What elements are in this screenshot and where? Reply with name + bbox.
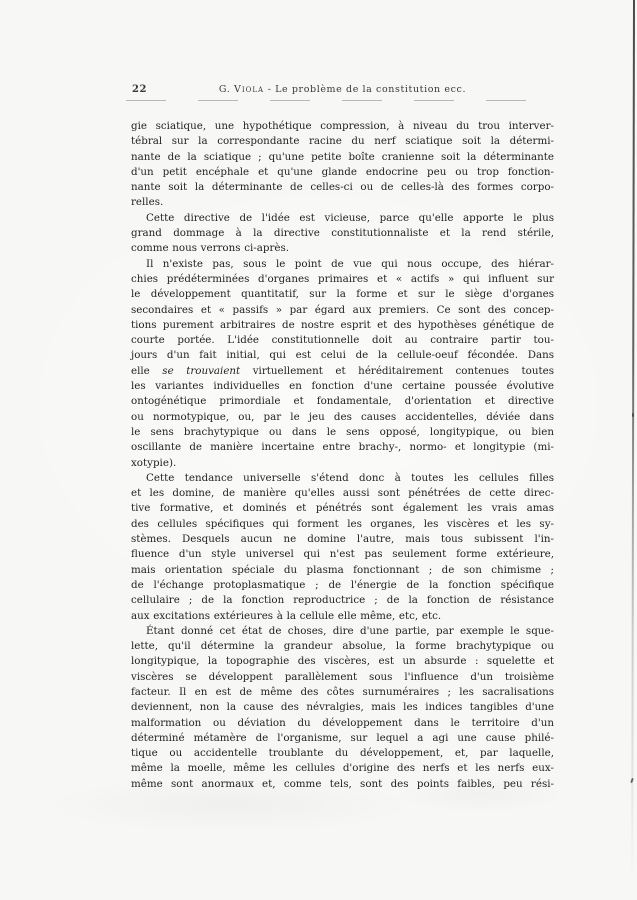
text-line bbox=[131, 731, 554, 746]
text-segment: jours d'un fait initial, qui est celui de la cellule-oeuf fécondée. Dans bbox=[131, 349, 554, 362]
text-segment: comme nous verrons ci-après. bbox=[131, 242, 290, 255]
text-line bbox=[131, 348, 554, 363]
paragraph bbox=[131, 624, 554, 792]
text-segment: tébral sur la correspondante racine du nerf sciatique soit la détermi- bbox=[131, 135, 554, 148]
text-line bbox=[131, 119, 554, 134]
text-line bbox=[131, 333, 554, 348]
text-line bbox=[131, 425, 554, 440]
text-line bbox=[131, 761, 554, 776]
text-segment: chies prédéterminées d'organes primaires et « actifs » qui influent sur bbox=[131, 272, 554, 285]
text-segment: secondaires et « passifs » par égard aux premiers. Ce sont des concep- bbox=[131, 303, 554, 316]
text-segment: gie sciatique, une hypothétique compression, à niveau du trou interver- bbox=[131, 120, 554, 132]
text-segment: tions purement arbitraires de nostre esprit et des hypothèses génétique de bbox=[131, 318, 554, 331]
page-header bbox=[131, 83, 554, 96]
text-line bbox=[131, 639, 554, 654]
running-title-author: Viola bbox=[234, 84, 265, 95]
text-segment: viscères se développent parallèlement sous l'influence d'un troisième bbox=[131, 670, 554, 683]
text-line bbox=[131, 226, 554, 241]
text-segment: déterminé métamère de l'organisme, sur lequel a agi une cause philé- bbox=[131, 731, 554, 744]
text-segment: les variantes individuelles en fonction d'une certaine poussée évolutive bbox=[131, 380, 554, 393]
text-segment: nante de la sciatique ; qu'une petite boîte cranienne soit la déterminante bbox=[131, 150, 554, 163]
text-segment: nante soit la déterminante de celles-ci ou de celles-là des formes corpo- bbox=[131, 181, 554, 194]
text-segment: et les domine, de manière qu'elles aussi sont pénétrées de cette direc- bbox=[131, 487, 554, 500]
text-line bbox=[131, 364, 554, 379]
text-segment: le sens brachytypique ou dans le sens opposé, longitypique, ou bien bbox=[131, 425, 554, 438]
text-line bbox=[131, 257, 554, 272]
scan-edge-line bbox=[631, 0, 634, 880]
text-line bbox=[131, 670, 554, 685]
text-segment: même sont anormaux et, comme tels, sont des points faibles, peu rési- bbox=[131, 777, 554, 790]
text-line bbox=[131, 517, 554, 532]
paragraph bbox=[131, 119, 554, 211]
text-line bbox=[131, 609, 554, 624]
text-segment: ou normotypique, ou, par le jeu des causes accidentelles, déviée dans bbox=[131, 410, 554, 423]
paragraph bbox=[131, 211, 554, 257]
text-segment: des cellules spécifiques qui forment les organes, les viscères et les sy- bbox=[131, 517, 554, 530]
text-segment: aux excitations extérieures à la cellule elle même, etc, etc. bbox=[131, 609, 442, 622]
text-segment: virtuellement et héréditairement contenues toutes bbox=[240, 364, 555, 377]
text-line bbox=[131, 379, 554, 394]
text-line bbox=[131, 746, 554, 761]
scan-speck bbox=[630, 778, 634, 783]
text-segment: tique ou accidentelle troublante du développement, et, par laquelle, bbox=[131, 747, 554, 760]
text-segment: mais orientation spéciale du plasma fonctionnant ; de son chimisme ; bbox=[131, 563, 554, 576]
text-line bbox=[131, 440, 554, 455]
text-line bbox=[131, 394, 554, 409]
text-line bbox=[131, 150, 554, 165]
text-line bbox=[131, 532, 554, 547]
text-line bbox=[131, 654, 554, 669]
text-segment: longitypique, la topographie des viscères, est un absurde : squelette et bbox=[131, 655, 554, 668]
text-line bbox=[131, 471, 554, 486]
text-line bbox=[131, 272, 554, 287]
italic-text: se trouvaient bbox=[162, 364, 241, 377]
text-segment: cellulaire ; de la fonction reproductrice ; de la fonction de résistance bbox=[131, 594, 554, 607]
text-segment: ontogénétique primordiale et fondamentale, d'orientation et directive bbox=[131, 395, 554, 408]
text-segment: Cette directive de l'idée est vicieuse, parce qu'elle apporte le plus bbox=[146, 211, 554, 224]
running-title-rest: - Le problème de la constitution ecc. bbox=[264, 84, 467, 95]
text-segment: le développement quantitatif, sur la forme et sur le siège d'organes bbox=[131, 288, 554, 301]
text-segment: même la moelle, même les cellules d'origine des nerfs et les nerfs eux- bbox=[131, 762, 554, 775]
text-segment: fluence d'un style universel qui n'est pas seulement forme extérieure, bbox=[131, 548, 554, 561]
text-segment: tive formative, et dominés et pénétrés sont également les vrais amas bbox=[131, 502, 554, 515]
text-line bbox=[131, 134, 554, 149]
text-segment: Il n'existe pas, sous le point de vue qui nous occupe, des hiérar- bbox=[146, 257, 554, 270]
running-title-prefix: G. bbox=[218, 84, 234, 95]
text-segment: Cette tendance universelle s'étend donc à toutes les cellules filles bbox=[146, 471, 554, 484]
text-segment: deviennent, non la cause des névralgies, mais les indices tangibles d'une bbox=[131, 701, 554, 714]
header-rule bbox=[126, 100, 558, 101]
text-segment: elle bbox=[131, 364, 163, 377]
text-line bbox=[131, 593, 554, 608]
text-segment: d'un petit encéphale et qu'une glande endocrine peu ou trop fonction- bbox=[131, 165, 554, 178]
text-line bbox=[131, 716, 554, 731]
text-line bbox=[131, 318, 554, 333]
text-line bbox=[131, 624, 554, 639]
running-title bbox=[131, 83, 554, 96]
page-content bbox=[131, 83, 554, 792]
text-line bbox=[131, 700, 554, 715]
paragraph bbox=[131, 471, 554, 624]
text-block bbox=[131, 119, 554, 792]
text-line bbox=[131, 195, 554, 210]
text-segment: relles. bbox=[131, 196, 164, 209]
text-line bbox=[131, 547, 554, 562]
text-line bbox=[131, 501, 554, 516]
text-line bbox=[131, 303, 554, 318]
text-segment: oscillante de manière incertaine entre brachy-, normo- et longitypie (mi- bbox=[131, 441, 554, 454]
text-line bbox=[131, 685, 554, 700]
text-segment: malformation ou déviation du développement dans le territoire d'un bbox=[131, 716, 554, 729]
text-segment: de l'échange protoplasmatique ; de l'énergie de la fonction spécifique bbox=[131, 578, 554, 591]
text-line bbox=[131, 241, 554, 256]
text-segment: xotypie). bbox=[131, 456, 177, 469]
text-segment: lette, qu'il détermine la grandeur absolue, la forme brachytypique ou bbox=[131, 640, 554, 653]
paragraph bbox=[131, 257, 554, 471]
text-line bbox=[131, 180, 554, 195]
text-line bbox=[131, 486, 554, 501]
text-line bbox=[131, 211, 554, 226]
text-line bbox=[131, 777, 554, 792]
text-line bbox=[131, 456, 554, 471]
text-segment: facteur. Il en est de même des côtes surnuméraires ; les sacralisations bbox=[131, 685, 554, 698]
text-segment: Étant donné cet état de choses, dire d'une partie, par exemple le sque- bbox=[146, 624, 554, 637]
page-number: 22 bbox=[132, 84, 147, 95]
text-line bbox=[131, 410, 554, 425]
text-line bbox=[131, 165, 554, 180]
text-segment: courte portée. L'idée constitutionnelle doit au contraire partir tou- bbox=[131, 334, 554, 347]
text-line bbox=[131, 287, 554, 302]
text-line bbox=[131, 578, 554, 593]
text-segment: stèmes. Desquels aucun ne domine l'autre, mais tous subissent l'in- bbox=[131, 533, 554, 546]
scan-speck bbox=[632, 413, 634, 417]
text-segment: grand dommage à la directive constitutionnaliste et la rend stérile, bbox=[131, 227, 554, 240]
text-line bbox=[131, 563, 554, 578]
